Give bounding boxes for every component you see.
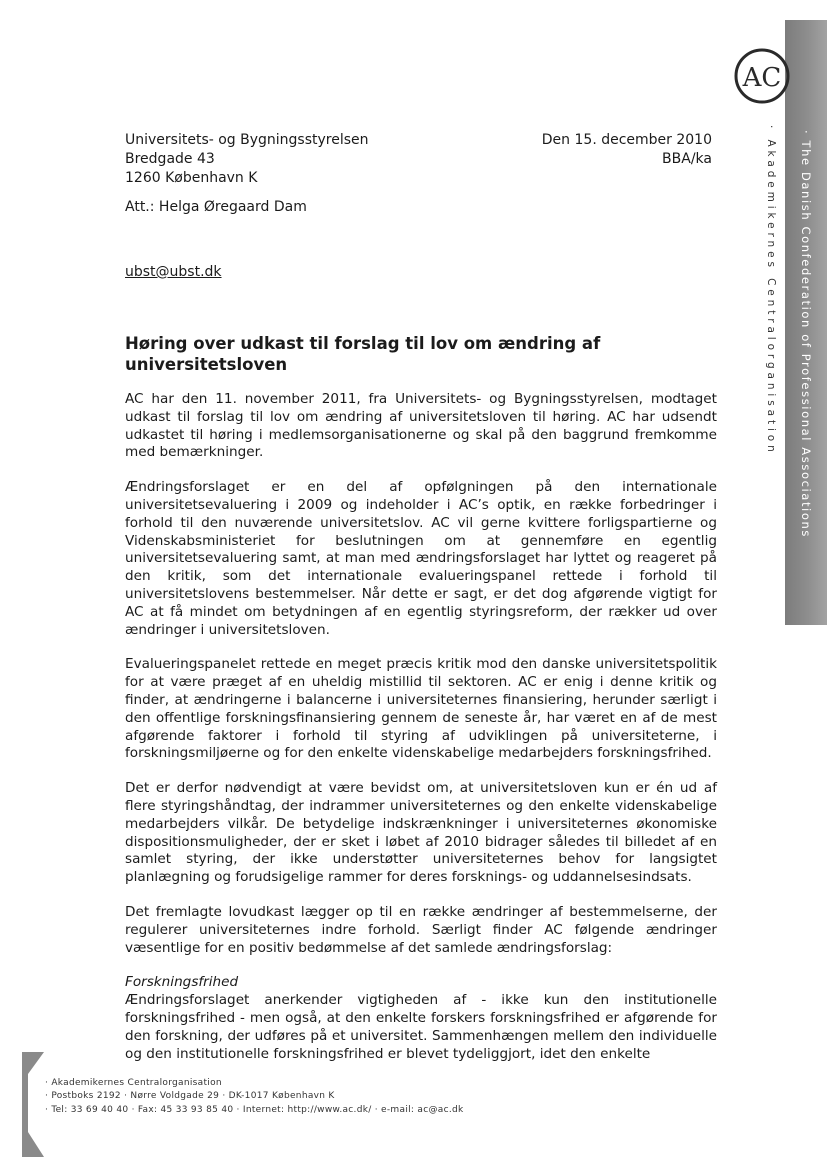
date-block xyxy=(542,131,712,169)
ac-logo xyxy=(733,47,791,105)
letter-heading: Høring over udkast til forslag til lov om ændring af universitetsloven xyxy=(125,334,601,374)
paragraph: Ændringsforslaget er en del af opfølgningen på den internationale universitetsevaluering i 2009 og indeholder i AC’s optik, en række forbedringer i forhold til den nuværende universitetslov. AC vil gerne kvittere forligspartierne og Videnskabsministeriet for beslutningen om at gennemføre en egentlig universitetsevaluering samt, at man med ændringsforslaget har lyttet og reageret på den kritik, som det internationale evalueringspanel rettede i forhold til universitetslovens bestemmelser. Når dette er sagt, er det dog afgørende vigtigt for AC at få mindet om betydningen af en egentlig styringsreform, der rækker ud over ændringer i universitetsloven. xyxy=(125,479,717,638)
letter-body xyxy=(125,391,717,1080)
side-org-name: · Akademikernes Centralorganisation xyxy=(765,125,777,456)
attention-line: Att.: Helga Øregaard Dam xyxy=(125,199,307,215)
side-band-text: · The Danish Confederation of Professional Associations xyxy=(799,130,813,538)
paragraph: Det fremlagte lovudkast lægger op til en række ændringer af bestemmelserne, der regulerer universiteternes indre forhold. Særligt finder AC følgende ændringer væsentlige for en positiv bedømmelse af det samlede ændringsforslag: xyxy=(125,903,717,956)
footer-address: · Postboks 2192 · Nørre Voldgade 29 · DK-1017 København K xyxy=(45,1091,335,1102)
paragraph: AC har den 11. november 2011, fra Universitets- og Bygningsstyrelsen, modtaget udkast til forslag til lov om ændring af universitetsloven til høring. AC har udsendt udkastet til høring i medlemsorganisationerne og skal på den baggrund fremkomme med bemærkninger. xyxy=(125,391,717,461)
side-band xyxy=(785,20,827,625)
recipient-street: Bredgade 43 xyxy=(125,151,215,167)
section-subheading: Forskningsfrihed xyxy=(125,974,239,991)
letter-date: Den 15. december 2010 xyxy=(541,132,712,148)
footer xyxy=(45,1077,464,1117)
paragraph: Evalueringspanelet rettede en meget præcis kritik mod den danske universitetspolitik for at være præget af en uheldig mistillid til sektoren. AC er enig i denne kritik og finder, at ændringerne i balancerne i universiteternes finansiering, herunder særligt i den offentlige forskningsfinansiering gennem de seneste år, har været en af de mest afgørende faktorer i forhold til styring af udviklingen på universiteterne, i forskningsmiljøerne og for den enkelte videnskabelige medarbejders forskningsfrihed. xyxy=(125,656,717,762)
recipient-org: Universitets- og Bygningsstyrelsen xyxy=(125,132,369,148)
paragraph: Ændringsforslaget anerkender vigtigheden af - ikke kun den institutionelle forskningsfrihed - men også, at den enkelte forskers forskningsfrihed er afgørende for den forskning, der udføres på et universitet. Sammenhængen mellem den individuelle og den institutionelle forskningsfrihed er blevet tydeliggjort, idet den enkelte xyxy=(125,992,717,1062)
footer-contact: · Tel: 33 69 40 40 · Fax: 45 33 93 85 40 · Internet: http://www.ac.dk/ · e-mail: ac@ac.dk xyxy=(45,1104,464,1115)
recipient-email-link[interactable]: ubst@ubst.dk xyxy=(125,264,222,280)
paragraph: Det er derfor nødvendigt at være bevidst om, at universitetsloven kun er én ud af flere styringshåndtag, der indrammer universiteternes og den enkelte videnskabelige medarbejders vilkår. De betydelige indskrænkninger i universiteternes økonomiske dispositionsmuligheder, der er sket i løbet af 2010 bidrager således til billedet af en samlet styring, der ikke understøtter universiteternes behov for langsigtet planlægning og forudsigelige rammer for deres forsknings- og uddannelsesindsats. xyxy=(125,780,717,886)
footer-corner-mark xyxy=(22,1052,44,1157)
recipient-city: 1260 København K xyxy=(125,170,258,186)
recipient-address xyxy=(125,131,369,188)
letter-reference: BBA/ka xyxy=(662,151,712,167)
logo-text: AC xyxy=(742,63,782,93)
footer-org: · Akademikernes Centralorganisation xyxy=(45,1078,222,1088)
